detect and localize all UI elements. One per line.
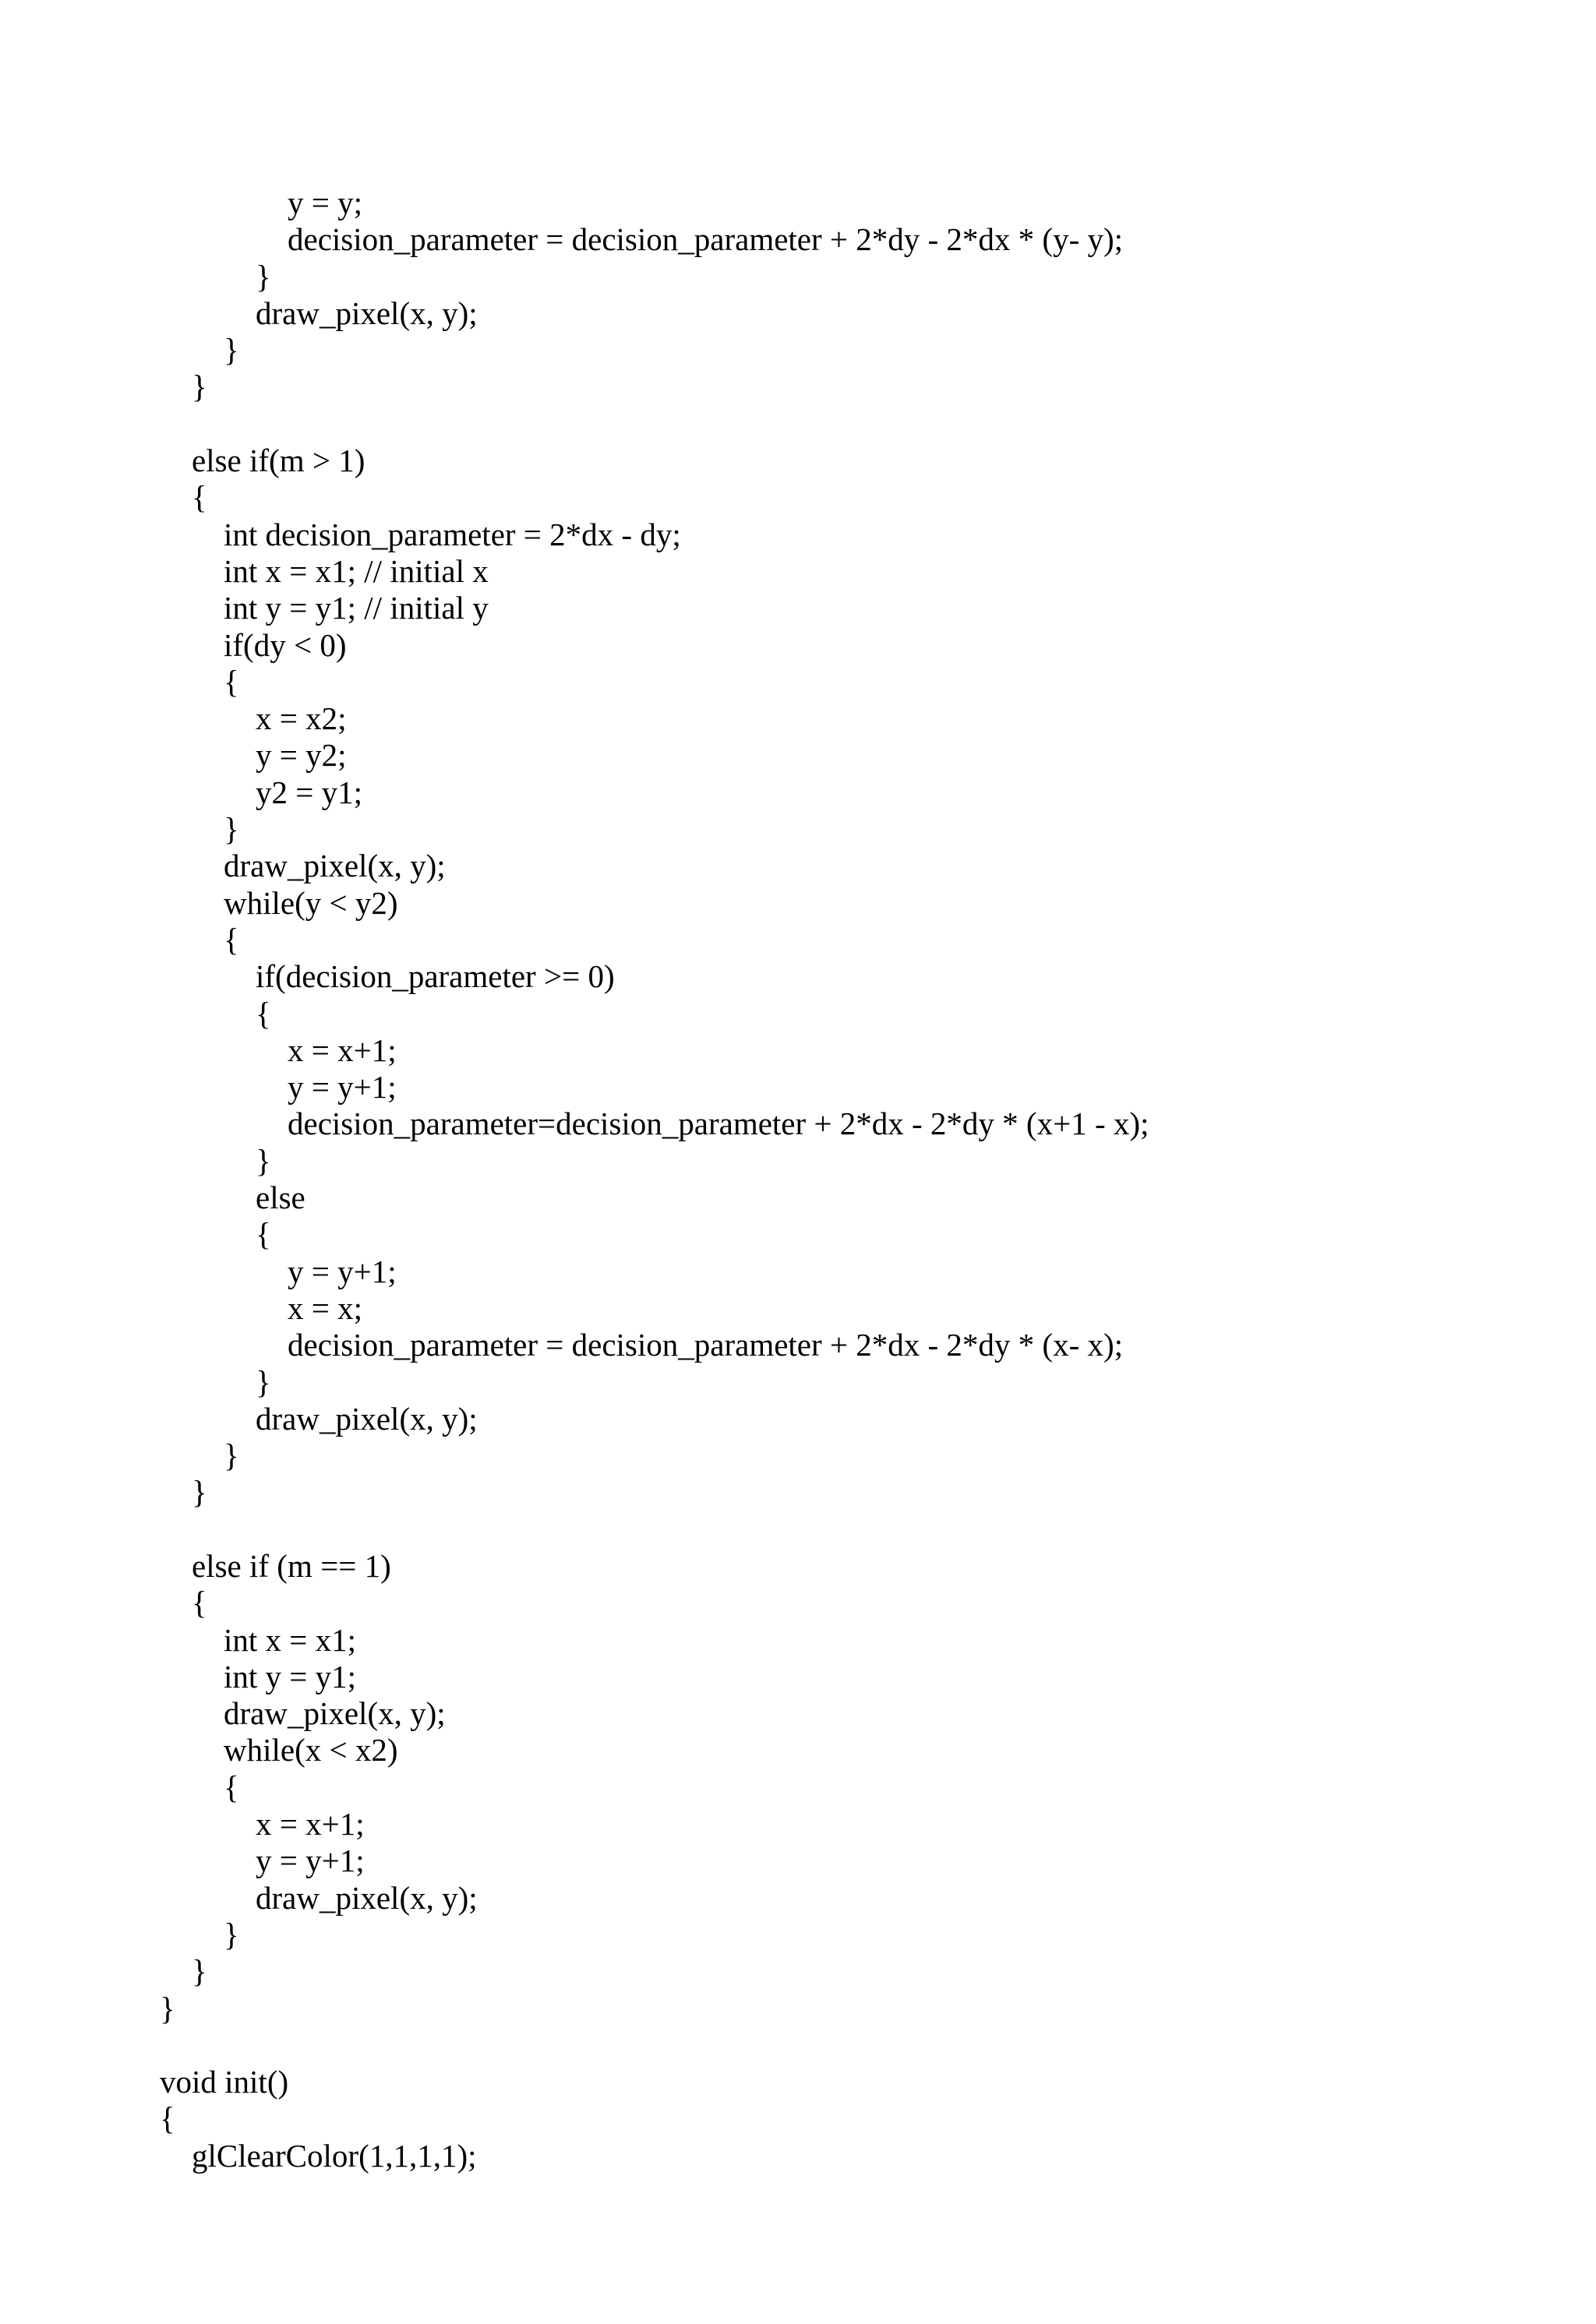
code-line: y = y2; [256,737,347,774]
code-line: else [256,1180,305,1216]
code-line: { [224,921,239,957]
code-line: int y = y1; // initial y [224,590,489,626]
code-line: { [256,1216,271,1253]
code-line: x = x2; [256,700,347,737]
code-line: } [256,258,271,294]
code-line: if(decision_parameter >= 0) [256,958,615,995]
code-line: } [224,1916,239,1952]
code-line: int decision_parameter = 2*dx - dy; [224,516,681,552]
code-line: } [192,369,207,405]
code-line: int y = y1; [224,1658,357,1695]
code-line: x = x+1; [288,1032,397,1068]
code-line: y = y+1; [256,1843,365,1879]
code-line: while(y < y2) [224,884,398,921]
code-line: { [192,479,207,516]
code-line: void init() [160,2064,289,2100]
code-line: int x = x1; // initial x [224,552,489,589]
code-line: } [256,1142,271,1179]
code-line: { [256,995,271,1032]
code-line: draw_pixel(x, y); [256,1879,478,1916]
code-line: { [160,2100,175,2137]
code-line: y = y+1; [288,1069,397,1106]
code-line: { [224,663,239,700]
code-line: draw_pixel(x, y); [224,848,446,884]
code-line: } [192,1953,207,1990]
code-line: } [160,1990,175,2026]
code-line: } [224,811,239,848]
code-line: x = x+1; [256,1806,365,1843]
code-line: decision_parameter = decision_parameter + 2*dy - 2*dx * (y- y); [288,221,1124,258]
code-line: } [224,332,239,369]
code-line: draw_pixel(x, y); [224,1695,446,1732]
code-line: } [192,1474,207,1511]
code-line [160,406,1149,443]
code-line: { [192,1585,207,1621]
code-line: x = x; [288,1289,363,1326]
code-line: y = y+1; [288,1253,397,1289]
code-line: draw_pixel(x, y); [256,294,478,331]
code-line: } [224,1437,239,1474]
code-line: draw_pixel(x, y); [256,1400,478,1437]
code-line: else if(m > 1) [192,443,365,479]
code-line: else if (m == 1) [192,1547,391,1584]
code-line: { [224,1769,239,1805]
code-line [160,2027,1149,2064]
code-line [160,1511,1149,1548]
code-line: y2 = y1; [256,774,363,810]
code-line: y = y; [288,185,363,220]
code-line: decision_parameter=decision_parameter + 2*dx - 2*dy * (x+1 - x); [288,1106,1149,1142]
code-line: int x = x1; [224,1621,357,1658]
code-line: glClearColor(1,1,1,1); [192,2137,477,2174]
code-line: decision_parameter = decision_parameter + 2*dx - 2*dy * (x- x); [288,1327,1124,1363]
code-line: if(dy < 0) [224,626,347,663]
code-line: while(x < x2) [224,1732,398,1769]
code-block [160,185,1149,2174]
code-line: } [256,1363,271,1400]
